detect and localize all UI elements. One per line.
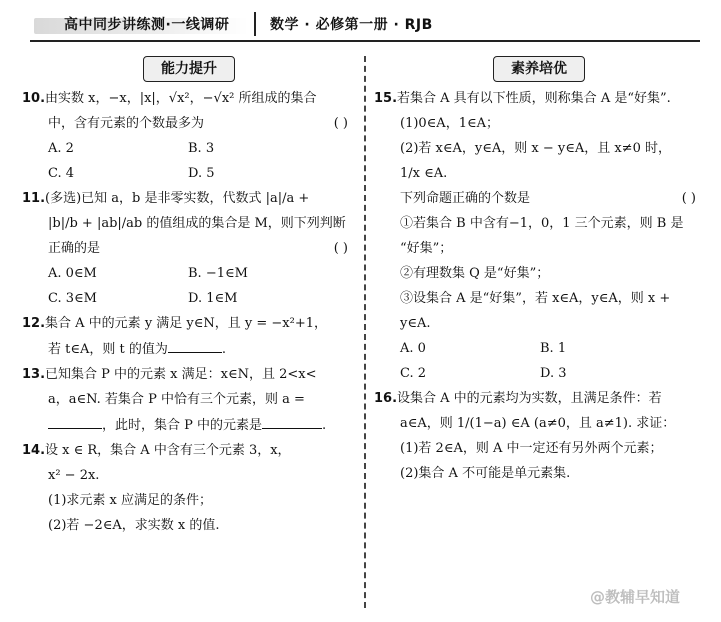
answer-option: C. 3∈M (48, 291, 97, 306)
question-text: y∈A. (400, 316, 431, 331)
answer-option: D. 5 (188, 166, 215, 181)
question-text: 1/x ∈A. (400, 166, 448, 181)
question-text: ②有理数集 Q 是“好集”； (400, 266, 550, 281)
answer-options-row (374, 340, 704, 358)
answer-option: D. 1∈M (188, 291, 238, 306)
right-column (374, 56, 704, 490)
answer-options-row (374, 365, 704, 383)
left-column (22, 56, 356, 542)
question-text: 已知集合 P 中的元素 x 满足：x∈N，且 2<x< (45, 367, 317, 382)
question-line (374, 465, 704, 483)
header-series-title: 高中同步讲练测·一线调研 (64, 17, 230, 33)
question-line (22, 190, 356, 208)
answer-option: B. −1∈M (188, 266, 248, 281)
answer-option: B. 1 (540, 341, 567, 356)
question-line (374, 90, 704, 108)
question-text: 设 x ∈ R，集合 A 中含有三个元素 3，x， (45, 443, 291, 458)
question-text: 设集合 A 中的元素均为实数，且满足条件：若 (397, 391, 662, 406)
question-text: “好集”； (400, 241, 453, 256)
question-line (374, 315, 704, 333)
answer-option: C. 2 (400, 366, 427, 381)
question-text: (2)若 x∈A，y∈A，则 x − y∈A，且 x≠0 时， (400, 141, 671, 156)
question-number: 14. (22, 443, 46, 458)
answer-option: A. 2 (48, 141, 74, 156)
question-line (22, 340, 356, 359)
question-number: 11. (22, 191, 46, 206)
question-line (22, 442, 356, 460)
question-text: a，a∈N. 若集合 P 中恰有三个元素，则 a = (48, 392, 305, 407)
question-line (22, 90, 356, 108)
answer-options-row (22, 140, 356, 158)
question-line (22, 517, 356, 535)
watermark: @教辅早知道 (590, 588, 681, 606)
section-badge-ability: 能力提升 (143, 56, 235, 82)
header-separator (254, 12, 256, 36)
question-text: (1)0∈A，1∈A； (400, 116, 499, 131)
question-text: (多选)已知 a，b 是非零实数，代数式 |a|/a + (45, 191, 310, 206)
question-line (374, 240, 704, 258)
question-text: 若集合 A 具有以下性质，则称集合 A 是“好集”. (397, 91, 671, 106)
column-divider (364, 56, 366, 608)
question-line (22, 492, 356, 510)
question-text: 若 t∈A，则 t 的值为 (48, 342, 168, 357)
answer-options-row (22, 265, 356, 283)
header-book-title: 数学 · 必修第一册 · RJB (270, 17, 433, 33)
question-text: ①若集合 B 中含有−1，0，1 三个元素，则 B 是 (400, 216, 684, 231)
question-line (22, 215, 356, 233)
question-line (22, 416, 356, 435)
question-line (22, 115, 356, 133)
question-number: 13. (22, 367, 46, 382)
question-text: ，此时，集合 P 中的元素是 (102, 418, 263, 433)
page-header (0, 0, 721, 40)
question-line (374, 190, 704, 208)
answer-option: D. 3 (540, 366, 567, 381)
question-line (374, 115, 704, 133)
question-number: 15. (374, 91, 398, 106)
question-line (374, 390, 704, 408)
answer-bracket: ( ) (333, 241, 348, 256)
answer-blank (168, 340, 222, 353)
question-number: 16. (374, 391, 398, 406)
answer-blank (262, 416, 322, 429)
header-rule (30, 40, 700, 42)
answer-options-row (22, 290, 356, 308)
question-line (374, 415, 704, 433)
answer-options-row (22, 165, 356, 183)
question-text: (1)若 2∈A，则 A 中一定还有另外两个元素； (400, 441, 663, 456)
question-line (374, 265, 704, 283)
question-line (374, 215, 704, 233)
question-text: (2)若 −2∈A，求实数 x 的值. (48, 518, 220, 533)
question-text: . (322, 418, 327, 433)
question-line (22, 315, 356, 333)
question-line (22, 240, 356, 258)
question-text: 由实数 x，−x，|x|，√x²，−√x² 所组成的集合 (45, 91, 317, 106)
section-badge-literacy: 素养培优 (493, 56, 585, 82)
question-text: (2)集合 A 不可能是单元素集. (400, 466, 571, 481)
question-line (22, 467, 356, 485)
question-text: a∈A，则 1/(1−a) ∈A (a≠0，且 a≠1). 求证： (400, 416, 676, 431)
question-text: 正确的是 (48, 241, 101, 256)
answer-blank (48, 416, 102, 429)
question-text: . (221, 342, 226, 357)
question-text: 集合 A 中的元素 y 满足 y∈N，且 y = −x²+1， (45, 316, 328, 331)
question-line (374, 165, 704, 183)
answer-option: B. 3 (188, 141, 215, 156)
answer-bracket: ( ) (333, 116, 348, 131)
answer-option: C. 4 (48, 166, 75, 181)
question-text: 下列命题正确的个数是 (400, 191, 531, 206)
question-line (374, 290, 704, 308)
question-number: 12. (22, 316, 46, 331)
question-text: x² − 2x. (48, 468, 100, 483)
question-line (374, 440, 704, 458)
question-line (374, 140, 704, 158)
question-line (22, 366, 356, 384)
answer-option: A. 0 (400, 341, 426, 356)
question-number: 10. (22, 91, 46, 106)
question-text: (1)求元素 x 应满足的条件； (48, 493, 213, 508)
answer-option: A. 0∈M (48, 266, 97, 281)
answer-bracket: ( ) (681, 191, 696, 206)
question-line (22, 391, 356, 409)
question-text: ③设集合 A 是“好集”，若 x∈A，y∈A，则 x + (400, 291, 671, 306)
question-text: 中，含有元素的个数最多为 (48, 116, 205, 131)
question-text: |b|/b + |ab|/ab 的值组成的集合是 M，则下列判断 (48, 216, 346, 231)
